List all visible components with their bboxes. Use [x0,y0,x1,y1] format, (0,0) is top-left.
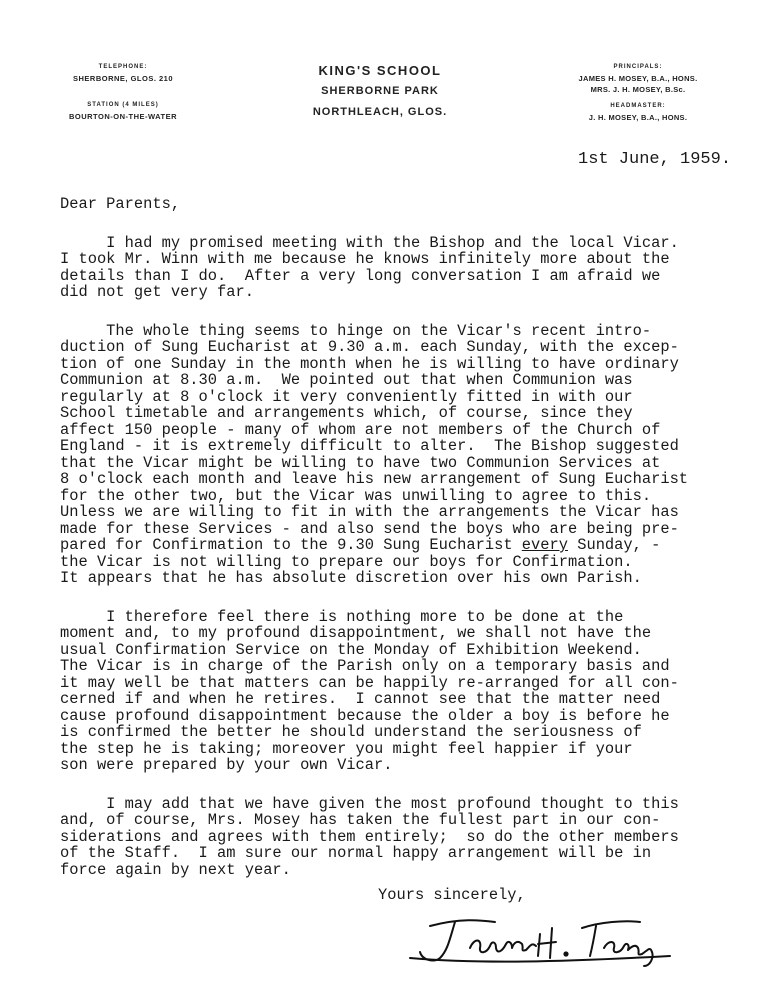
paragraph-3 [60,609,760,774]
school-address-line2: NORTHLEACH, GLOS. [312,106,448,118]
paragraph-1 [60,235,760,301]
text-line: cerned if and when he retires. I cannot see that the matter need [60,690,661,708]
text-line: siderations and agrees with them entirely; so do the other members [60,827,679,846]
station-value: BOURTON-ON-THE-WATER [68,112,178,121]
text-line: The Vicar is in charge of the Parish only on a temporary basis and [60,657,670,675]
text-line: the step he is taking; moreover you might feel happier if your [60,739,633,758]
signature [400,908,690,968]
closing: Yours sincerely, [378,886,526,904]
principal-1: JAMES H. MOSEY, B.A., HONS. [578,74,698,83]
text-line: tion of one Sunday in the month when he is willing to have ordinary [60,354,679,373]
text-line: is confirmed the better he should understand the seriousness of [60,723,642,741]
text-line: 8 o'clock each month and leave his new arrangement of Sung Eucharist [60,470,689,488]
telephone-value: SHERBORNE, GLOS. 210 [72,74,174,83]
letter-date: 1st June, 1959. [578,150,732,169]
text-line: Communion at 8.30 a.m. We pointed out that when Communion was [60,371,633,389]
paragraphs [60,235,760,879]
text-line: It appears that he has absolute discretion over his own Parish. [60,569,642,587]
principal-2: MRS. J. H. MOSEY, B.Sc. [590,85,686,94]
letterhead-school [300,60,460,123]
text-line: of the Staff. I am sure our normal happy arrangement will be in [60,844,652,862]
text-line: The whole thing seems to hinge on the Vicar's recent intro- [60,321,652,340]
text-line: it may well be that matters can be happily re-arranged for all con- [60,673,679,692]
paragraph-2 [60,323,760,587]
text-line: cause profound disappointment because the older a boy is before he [60,706,670,725]
paragraph-4 [60,796,760,879]
letter-body [60,196,760,900]
text-line: for the other two, but the Vicar was unwilling to agree to this. [60,486,652,505]
text-line: made for these Services - and also send the boys who are being pre- [60,519,679,538]
text-line: usual Confirmation Service on the Monday of Exhibition Weekend. [60,640,642,659]
text-line: I may add that we have given the most profound thought to this [60,794,679,813]
text-line: Unless we are willing to fit in with the arrangements the Vicar has [60,503,679,521]
text-line: duction of Sung Eucharist at 9.30 a.m. each Sunday, with the excep- [60,338,679,356]
text-line: details than I do. After a very long conversation I am afraid we [60,266,661,285]
text-line: force again by next year. [60,860,291,879]
text-line: and, of course, Mrs. Mosey has taken the fullest part in our con- [60,811,661,829]
text-line: affect 150 people - many of whom are not members of the Church of [60,420,661,439]
text-line: I took Mr. Winn with me because he knows infinitely more about the [60,250,670,268]
letterhead-principals [548,62,728,123]
text-line: regularly at 8 o'clock it very conveniently fitted in with our [60,387,633,406]
text-line: son were prepared by your own Vicar. [60,756,393,774]
text-line: I therefore feel there is nothing more to be done at the [60,607,624,626]
text-line: that the Vicar might be willing to have two Communion Services at [60,453,661,472]
principals-label: PRINCIPALS: [613,64,663,70]
text-line: England - it is extremely difficult to alter. The Bishop suggested [60,437,679,455]
salutation: Dear Parents, [60,195,181,213]
station-label: STATION (4 MILES) [87,102,159,108]
text-line: School timetable and arrangements which, of course, since they [60,404,633,422]
telephone-label: TELEPHONE: [98,64,148,70]
school-name: KING'S SCHOOL [318,63,442,78]
underlined-word: every [521,536,568,554]
text-line: pared for Confirmation to the 9.30 Sung Eucharist every Sunday, - [60,536,661,554]
text-line: did not get very far. [60,283,254,301]
text-line: I had my promised meeting with the Bishop and the local Vicar. [60,233,679,252]
headmaster-label: HEADMASTER: [610,103,666,109]
text-line: moment and, to my profound disappointment, we shall not have the [60,624,652,642]
school-address-line1: SHERBORNE PARK [321,85,439,97]
text-line: the Vicar is not willing to prepare our boys for Confirmation. [60,552,633,571]
headmaster-name: J. H. MOSEY, B.A., HONS. [588,113,688,122]
letterhead-contact [48,62,198,122]
